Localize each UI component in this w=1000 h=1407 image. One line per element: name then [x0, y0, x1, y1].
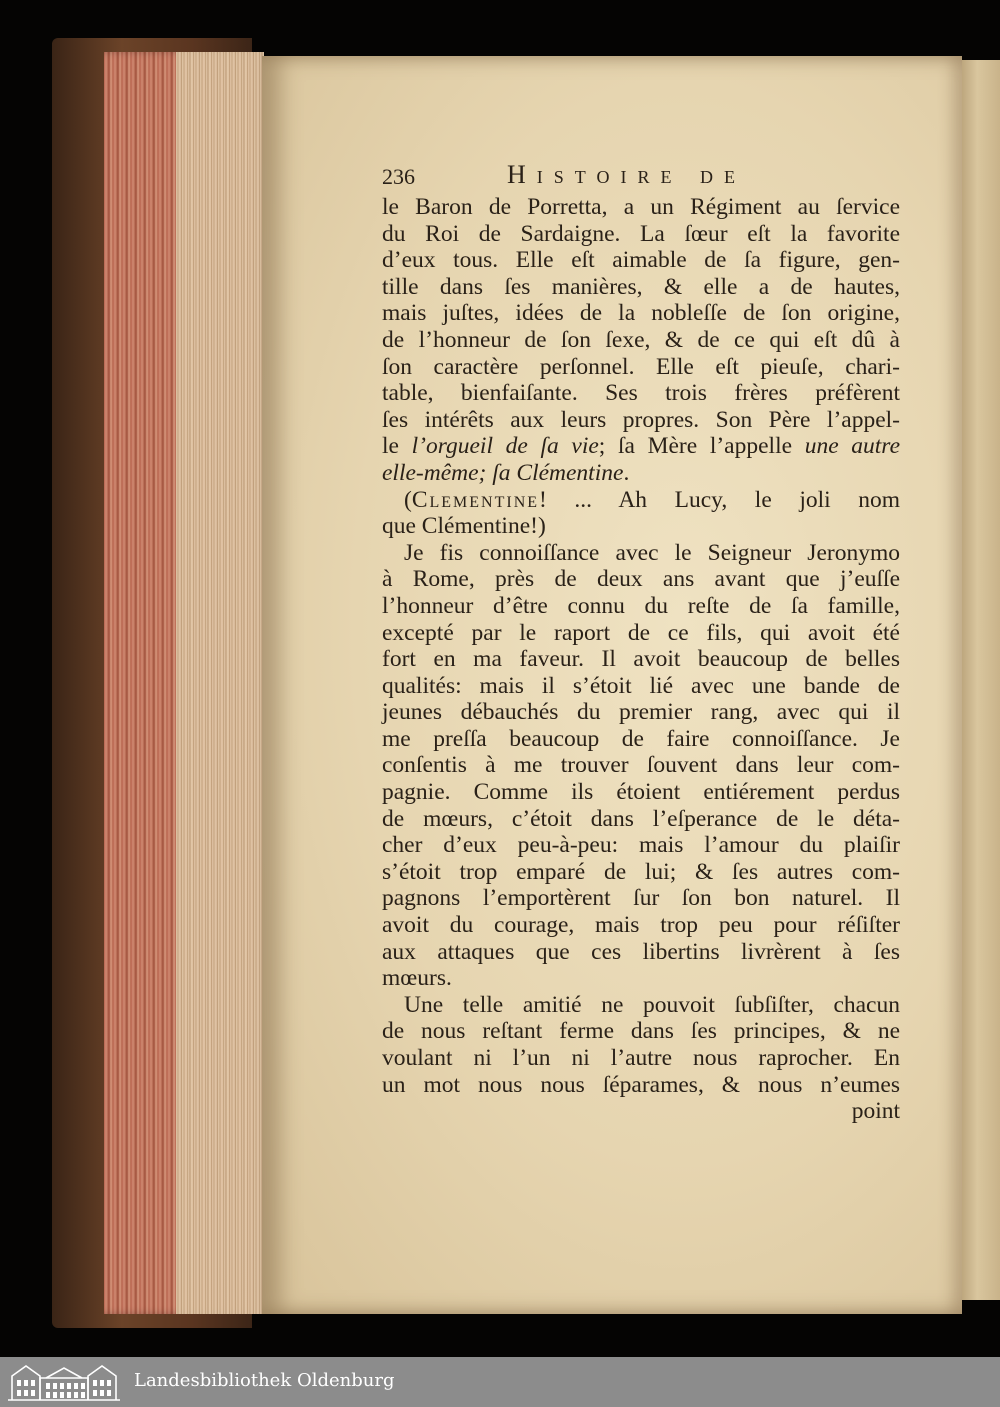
text-line: table, bienfaiſante. Ses trois frères préfèrent	[382, 380, 900, 407]
text-line: excepté par le raport de ce fils, qui avoit été	[382, 619, 900, 646]
text-line: conſentis à me trouver ſouvent dans leur com-	[382, 752, 900, 779]
text-fragment: l’orgueil de ſa vie	[411, 433, 599, 460]
text-fragment: elle-même; ſa Clémentine	[382, 459, 624, 486]
text-line	[382, 460, 900, 487]
text-fragment: ! ... Ah Lucy, le joli nom	[539, 486, 900, 513]
page-text	[382, 160, 900, 1125]
text-line: de l’honneur de ſon ſexe, & de ce qui eſt dû à	[382, 326, 900, 353]
text-line: mais juſtes, idées de la nobleſſe de ſon origine,	[382, 300, 900, 327]
text-line: un mot nous nous ſéparames, & nous n’eumes	[382, 1071, 900, 1098]
text-line: pagnie. Comme ils étoient entiérement perdus	[382, 779, 900, 806]
text-line: ſon caractère perſonnel. Elle eſt pieuſe, chari-	[382, 353, 900, 380]
library-name: Landesbibliothek Oldenburg	[134, 1370, 395, 1391]
text-fragment: Clementine	[411, 486, 540, 513]
text-fragment: le	[382, 433, 412, 460]
body-text	[382, 194, 900, 1125]
text-line: de nous reſtant ferme dans ſes principes, & ne	[382, 1018, 900, 1045]
text-line: fort en ma faveur. Il avoit beaucoup de belles	[382, 646, 900, 673]
text-line: avoit du courage, mais trop peu pour réſiſter	[382, 912, 900, 939]
library-building-logo-icon	[6, 1362, 122, 1402]
text-fragment: ; ſa Mère l’appelle	[598, 433, 805, 460]
text-line: tille dans ſes manières, & elle a de hautes,	[382, 273, 900, 300]
text-line: que Clémentine!)	[382, 513, 546, 540]
text-line: s’étoit trop emparé de lui; & ſes autres com-	[382, 858, 900, 885]
text-line: voulant ni l’un ni l’autre nous raprocher. En	[382, 1045, 900, 1071]
running-title: Histoire de	[507, 160, 746, 189]
text-line: le Baron de Porretta, a un Régiment au ſervice	[382, 194, 900, 220]
text-line	[382, 487, 900, 514]
text-line: de mœurs, c’étoit dans l’eſperance de le déta-	[382, 805, 900, 832]
text-fragment: (	[404, 486, 412, 513]
facing-page-edge	[962, 60, 1000, 1300]
text-fragment: une autre	[804, 433, 901, 460]
text-line: aux attaques que ces libertins livrèrent à ſes	[382, 938, 900, 965]
text-line: du Roi de Sardaigne. La ſœur eſt la favorite	[382, 220, 900, 247]
library-footer	[0, 1357, 1000, 1407]
text-line: Une telle amitié ne pouvoit ſubſiſter, chacun	[404, 991, 900, 1018]
text-fragment: .	[623, 459, 630, 486]
text-line: jeunes débauchés du premier rang, avec qui il	[382, 699, 900, 726]
running-head	[382, 160, 900, 194]
text-line: mœurs.	[382, 965, 452, 992]
text-line: d’eux tous. Elle eſt aimable de ſa figure, gen-	[382, 247, 900, 274]
text-line: point	[851, 1098, 900, 1125]
text-line: ſes intérêts aux leurs propres. Son Père l’appel-	[382, 406, 900, 433]
text-line: cher d’eux peu-à-peu: mais l’amour du plaiſir	[382, 832, 900, 859]
text-line	[382, 433, 900, 460]
text-line: qualités: mais il s’étoit lié avec une bande de	[382, 672, 900, 699]
text-line: Je fis connoiſſance avec le Seigneur Jeronymo	[404, 539, 900, 566]
text-line: l’honneur d’être connu du reſte de ſa famille,	[382, 592, 900, 619]
text-line: à Rome, près de deux ans avant que j’euſſe	[382, 566, 900, 593]
page-number: 236	[382, 164, 415, 189]
text-line: me preſſa beaucoup de faire connoiſſance. Je	[382, 725, 900, 752]
page-edges-light	[176, 52, 264, 1314]
text-line: pagnons l’emportèrent ſur ſon bon naturel. Il	[382, 885, 900, 912]
